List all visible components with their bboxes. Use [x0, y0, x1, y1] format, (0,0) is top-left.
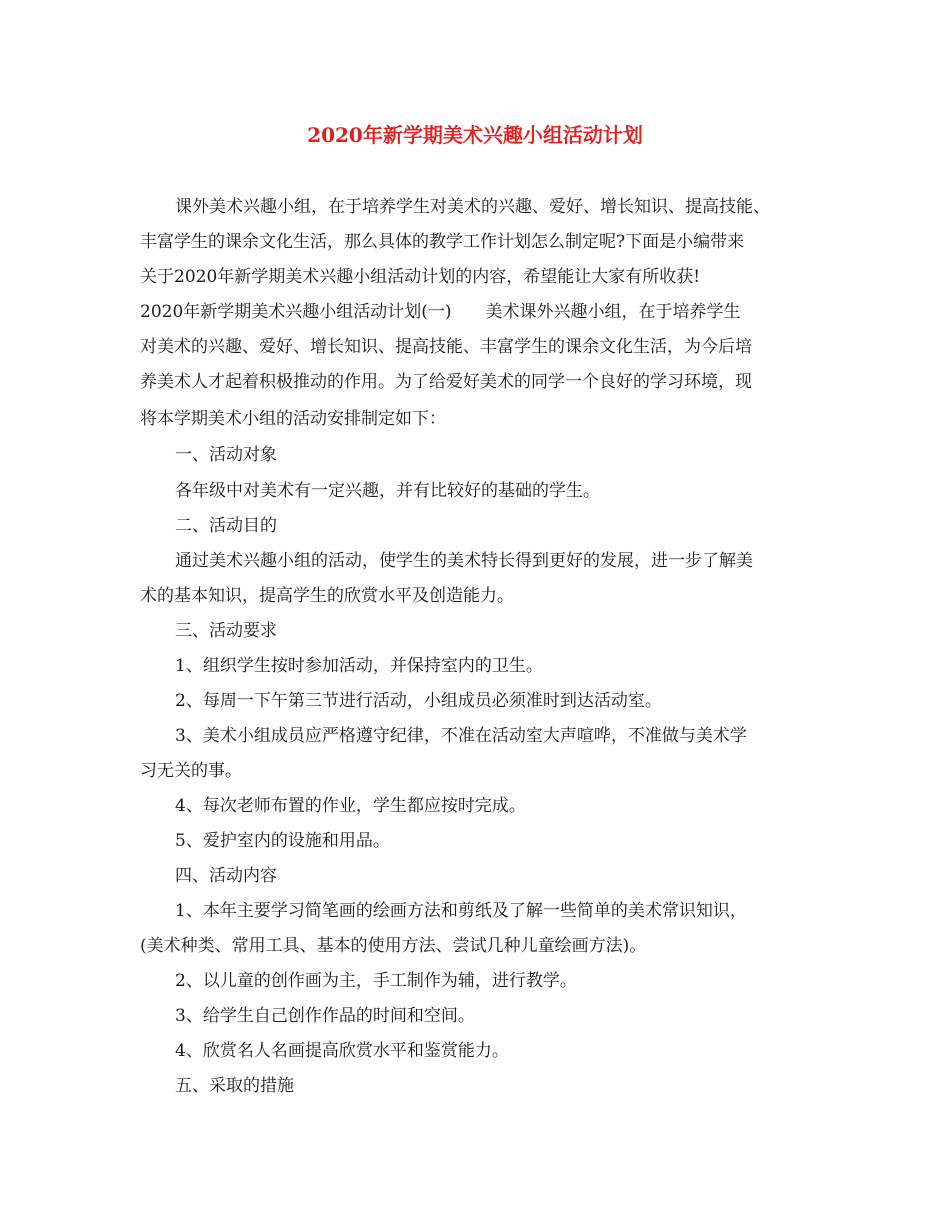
section-heading: 四、活动内容 [175, 866, 277, 886]
paragraph-line: 2020年新学期美术兴趣小组活动计划(一) 美术课外兴趣小组，在于培养学生 [140, 302, 741, 322]
list-item-continuation: 习无关的事。 [140, 761, 242, 781]
list-item: 2、每周一下午第三节进行活动，小组成员必须准时到达活动室。 [175, 691, 662, 711]
paragraph-line: 养美术人才起着积极推动的作用。为了给爱好美术的同学一个良好的学习环境，现 [140, 372, 752, 392]
list-item: 3、美术小组成员应严格遵守纪律，不准在活动室大声喧哗，不准做与美术学 [175, 726, 747, 746]
list-item: 2、以儿童的创作画为主，手工制作为辅，进行教学。 [175, 971, 577, 991]
list-item: 4、每次老师布置的作业，学生都应按时完成。 [175, 796, 526, 816]
paragraph-line: 各年级中对美术有一定兴趣，并有比较好的基础的学生。 [175, 481, 600, 501]
section-heading: 五、采取的措施 [175, 1076, 294, 1096]
paragraph-line: 关于2020年新学期美术兴趣小组活动计划的内容，希望能让大家有所收获! [140, 267, 701, 287]
section-heading: 一、活动对象 [175, 445, 277, 465]
paragraph-line: 丰富学生的课余文化生活，那么具体的教学工作计划怎么制定呢?下面是小编带来 [140, 232, 745, 252]
list-item: 1、本年主要学习简笔画的绘画方法和剪纸及了解一些简单的美术常识知识， [175, 901, 747, 921]
section-heading: 三、活动要求 [175, 621, 277, 641]
list-item: 4、欣赏名人名画提高欣赏水平和鉴赏能力。 [175, 1041, 509, 1061]
paragraph-line: 通过美术兴趣小组的活动，使学生的美术特长得到更好的发展，进一步了解美 [175, 551, 753, 571]
paragraph-line: 对美术的兴趣、爱好、增长知识、提高技能、丰富学生的课余文化生活，为今后培 [140, 337, 752, 357]
list-item: 1、组织学生按时参加活动，并保持室内的卫生。 [175, 656, 543, 676]
paragraph-line: 将本学期美术小组的活动安排制定如下： [140, 409, 446, 429]
paragraph-line: 课外美术兴趣小组，在于培养学生对美术的兴趣、爱好、增长知识、提高技能、 [175, 197, 770, 217]
document-title: 2020年新学期美术兴趣小组活动计划 [307, 123, 643, 147]
list-item-continuation: (美术种类、常用工具、基本的使用方法、尝试几种儿童绘画方法)。 [140, 936, 647, 956]
list-item: 3、给学生自己创作作品的时间和空间。 [175, 1006, 475, 1026]
section-heading: 二、活动目的 [175, 516, 277, 536]
paragraph-line: 术的基本知识，提高学生的欣赏水平及创造能力。 [140, 586, 514, 606]
list-item: 5、爱护室内的设施和用品。 [175, 831, 390, 851]
